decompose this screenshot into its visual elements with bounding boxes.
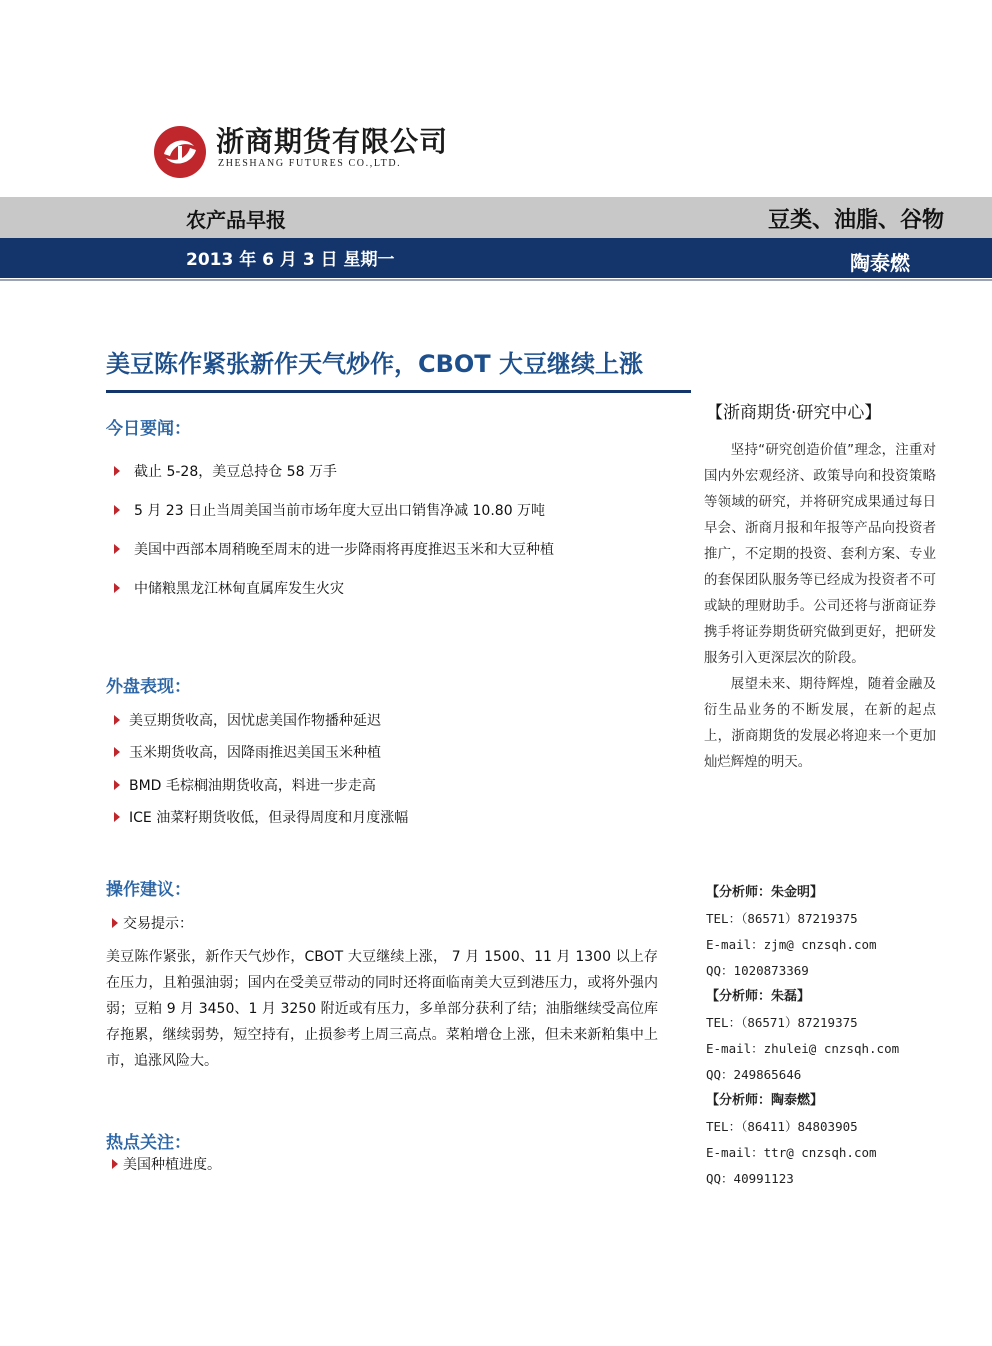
analyst-email[interactable]: E-mail：zjm@ cnzsqh.com (706, 937, 877, 952)
intro-paragraph: 展望未来、期待辉煌，随着金融及衍生品业务的不断发展，在新的起点上，浙商期货的发展必将迎来一个更加灿烂辉煌的明天。 (704, 677, 936, 770)
company-name-en: ZHESHANG FUTURES CO.,LTD. (218, 158, 402, 169)
analyst-name: 【分析师：朱金明】 (706, 885, 824, 900)
section-title-today-news: 今日要闻： (106, 419, 191, 439)
date-banner (0, 238, 992, 278)
bullet-triangle-icon (112, 1159, 118, 1169)
external-item: ICE 油菜籽期货收低，但录得周度和月度涨幅 (114, 807, 408, 827)
bullet-triangle-icon (114, 505, 120, 515)
external-item: BMD 毛棕榈油期货收高，料进一步走高 (114, 775, 376, 795)
trade-tip-label: 交易提示： (112, 913, 193, 933)
bullet-triangle-icon (114, 466, 120, 476)
analyst-email[interactable]: E-mail：zhulei@ cnzsqh.com (706, 1041, 900, 1056)
analyst-email[interactable]: E-mail：ttr@ cnzsqh.com (706, 1145, 877, 1160)
news-item: 中储粮黑龙江林甸直属库发生火灾 (114, 578, 344, 598)
bullet-triangle-icon (114, 583, 120, 593)
section-title-advice: 操作建议： (106, 880, 191, 900)
report-category: 豆类、油脂、谷物 (767, 208, 944, 233)
research-center-title: 【浙商期货·研究中心】 (706, 403, 882, 423)
headline: 美豆陈作紧张新作天气炒作，CBOT 大豆继续上涨 (106, 350, 644, 378)
section-title-hotspot: 热点关注： (106, 1133, 191, 1153)
external-item: 美豆期货收高，因忧虑美国作物播种延迟 (114, 710, 381, 730)
analyst-tel: TEL：（86411）84803905 (706, 1119, 858, 1134)
analyst-tel: TEL：（86571）87219375 (706, 911, 858, 926)
intro-paragraph: 坚持“研究创造价值”理念，注重对国内外宏观经济、政策导向和投资策略等领域的研究，并将研究成果通过每日早会、浙商月报和年报等产品向投资者推广，不定期的投资、套利方案、专业的套保团队服务等已经成为投资者不可或缺的理财助手。公司还将与浙商证券携手将证券期货研究做到更好，把研发服务引入更深层次的阶段。 (704, 443, 936, 666)
analyst-contacts (706, 880, 976, 1192)
banner-divider (0, 279, 992, 281)
bullet-triangle-icon (114, 747, 120, 757)
hotspot-item: 美国种植进度。 (112, 1154, 221, 1174)
analyst-qq: QQ：249865646 (706, 1067, 802, 1082)
news-item: 5 月 23 日止当周美国当前市场年度大豆出口销售净减 10.80 万吨 (114, 500, 545, 520)
bullet-triangle-icon (112, 918, 118, 928)
section-title-external: 外盘表现： (106, 677, 191, 697)
analyst-name: 【分析师：陶泰燃】 (706, 1093, 824, 1108)
report-author: 陶泰燃 (850, 251, 910, 275)
headline-underline (106, 390, 691, 393)
analyst-tel: TEL：（86571）87219375 (706, 1015, 858, 1030)
bullet-triangle-icon (114, 780, 120, 790)
advice-paragraph: 美豆陈作紧张，新作天气炒作，CBOT 大豆继续上涨， 7 月 1500、11 月 1300 以上存在压力，且粕强油弱；国内在受美豆带动的同时还将面临南美大豆到港压力，或将外强内弱；豆粕 9 月 3450、1 月 3250 附近或有压力，多单部分获利了结；油脂继续受高位库存拖累，继续弱势，短空持有，止损参考上周三高点。菜粕增仓上涨，但未来新粕集中上市，追涨风险大。 (106, 949, 658, 1069)
company-logo-icon (152, 124, 208, 180)
bullet-triangle-icon (114, 544, 120, 554)
analyst-qq: QQ：1020873369 (706, 963, 809, 978)
external-item: 玉米期货收高，因降雨推迟美国玉米种植 (114, 742, 381, 762)
company-name-cn: 浙商期货有限公司 (216, 125, 449, 158)
research-center-intro (704, 438, 936, 776)
report-date: 2013 年 6 月 3 日 星期一 (186, 250, 395, 270)
news-item: 截止 5-28，美豆总持仓 58 万手 (114, 461, 337, 481)
bullet-triangle-icon (114, 812, 120, 822)
report-type: 农产品早报 (186, 208, 286, 232)
analyst-name: 【分析师：朱磊】 (706, 989, 811, 1004)
analyst-qq: QQ：40991123 (706, 1171, 794, 1186)
news-item: 美国中西部本周稍晚至周末的进一步降雨将再度推迟玉米和大豆种植 (114, 539, 554, 559)
bullet-triangle-icon (114, 715, 120, 725)
